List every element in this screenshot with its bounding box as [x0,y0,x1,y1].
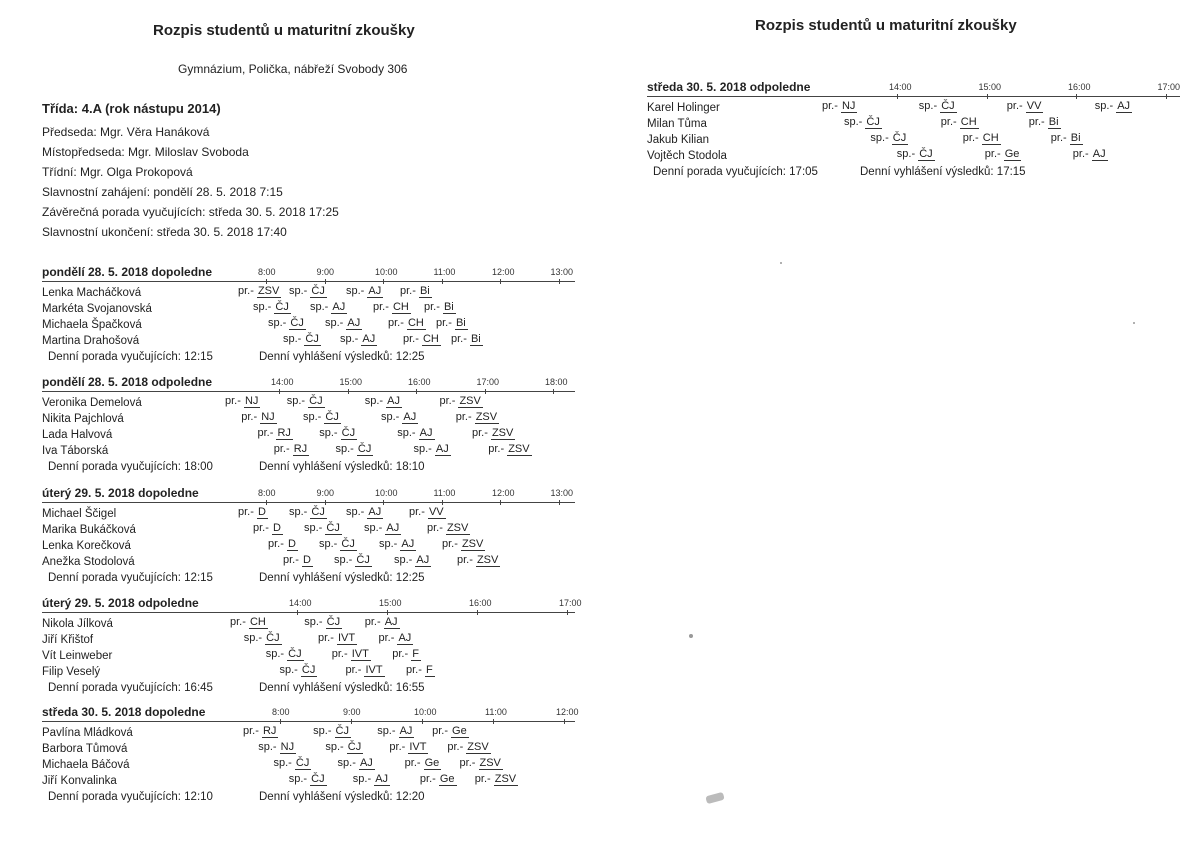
exam-slot: sp.- ČJ [253,301,289,313]
daily-staff-meeting: Denní porada vyučujících: 16:45 [48,682,213,694]
exam-slot: sp.- AJ [364,395,400,407]
student-name: Martina Drahošová [42,335,140,347]
exam-slot: sp.- AJ [310,301,346,313]
time-tick-label: 11:00 [433,267,456,277]
exam-slot: pr.- AJ [1072,148,1106,160]
session-header: středa 30. 5. 2018 odpoledne [647,80,811,94]
exam-slot: sp.- ČJ [289,285,325,297]
exam-slot: sp.- AJ [340,333,376,345]
session-header: středa 30. 5. 2018 dopoledne [42,705,206,719]
time-tick [897,94,898,99]
exam-slot: sp.- AJ [397,427,433,439]
session-header: pondělí 28. 5. 2018 odpoledne [42,375,213,389]
school-address: Gymnázium, Polička, nábřeží Svobody 306 [178,62,408,76]
student-name: Marika Bukáčková [42,524,136,536]
daily-staff-meeting: Denní porada vyučujících: 12:15 [48,351,213,363]
exam-slot: pr.- Ge [419,773,455,785]
student-name: Lenka Macháčková [42,287,142,299]
exam-slot: pr.- ZSV [238,285,280,297]
student-name: Pavlína Mládková [42,727,133,739]
session-header: úterý 29. 5. 2018 dopoledne [42,486,199,500]
exam-slot: pr.- RJ [243,725,277,737]
left-page-title: Rozpis studentů u maturitní zkoušky [153,22,415,39]
time-tick [564,719,565,724]
exam-slot: sp.- ČJ [288,773,325,785]
exam-slot: pr.- AJ [378,632,412,644]
time-tick-label: 13:00 [550,267,574,277]
exam-slot: pr.- D [238,506,266,518]
student-name: Vít Leinweber [42,650,113,662]
exam-slot: pr.- Bi [400,285,430,297]
exam-slot: pr.- NJ [225,395,259,407]
student-name: Jiří Konvalinka [42,775,117,787]
time-tick-label: 15:00 [978,82,1002,92]
student-name: Jiří Křištof [42,634,94,646]
student-name: Anežka Stodolová [42,556,135,568]
time-tick-label: 14:00 [271,377,294,387]
time-tick [500,279,501,284]
class-info-line: Závěrečná porada vyučujících: středa 30. 5. 2018 17:25 [42,205,339,219]
time-tick [422,719,423,724]
exam-slot: sp.- ČJ [279,664,316,676]
time-tick-label: 18:00 [545,377,568,387]
daily-results-announcement: Denní vyhlášení výsledků: 18:10 [259,461,425,473]
student-name: Lada Halvová [42,429,113,441]
class-info-line: Třídní: Mgr. Olga Prokopová [42,165,193,179]
time-tick [559,500,560,505]
class-info-line: Předseda: Mgr. Věra Hanáková [42,125,210,139]
exam-slot: sp.- ČJ [313,725,349,737]
daily-staff-meeting: Denní porada vyučujících: 12:15 [48,572,213,584]
time-tick [348,389,349,394]
session-timeline [42,502,575,503]
session-timeline [42,281,575,282]
session-timeline [42,612,575,613]
time-tick [383,500,384,505]
exam-slot: pr.- Bi [424,301,454,313]
exam-slot: pr.- Ge [984,148,1020,160]
daily-results-announcement: Denní vyhlášení výsledků: 17:15 [860,166,1026,178]
time-tick-label: 9:00 [316,267,335,277]
class-info-line: Slavnostní ukončení: středa 30. 5. 2018 17:40 [42,225,287,239]
time-tick [485,389,486,394]
exam-slot: sp.- ČJ [304,522,340,534]
student-name: Iva Táborská [42,445,109,457]
time-tick [493,719,494,724]
time-tick-label: 9:00 [316,488,335,498]
exam-slot: pr.- CH [230,616,266,628]
daily-staff-meeting: Denní porada vyučujících: 18:00 [48,461,213,473]
student-name: Filip Veselý [42,666,101,678]
exam-slot: sp.- ČJ [304,616,341,628]
time-tick [297,610,298,615]
exam-slot: pr.- AJ [364,616,398,628]
student-name: Veronika Demelová [42,397,142,409]
exam-slot: pr.- ZSV [472,427,514,439]
time-tick-label: 9:00 [343,707,361,717]
time-tick-label: 17:00 [476,377,500,387]
exam-slot: pr.- Ge [432,725,467,737]
time-tick [387,610,388,615]
right-page-title: Rozpis studentů u maturitní zkoušky [755,17,1017,34]
time-tick-label: 13:00 [550,488,574,498]
time-tick-label: 15:00 [339,377,363,387]
daily-results-announcement: Denní vyhlášení výsledků: 16:55 [259,682,425,694]
student-name: Barbora Tůmová [42,743,128,755]
time-tick-label: 10:00 [375,488,398,498]
time-tick [325,500,326,505]
exam-slot: pr.- Bi [436,317,466,329]
exam-slot: sp.- ČJ [283,333,319,345]
exam-slot: sp.- ČJ [896,148,933,160]
time-tick [416,389,417,394]
time-tick-label: 16:00 [1068,82,1091,92]
time-tick-label: 14:00 [889,82,912,92]
exam-slot: pr.- ZSV [447,741,489,753]
exam-slot: pr.- Bi [451,333,481,345]
exam-slot: sp.- AJ [413,443,449,455]
scan-speck [1133,322,1135,324]
exam-slot: pr.- CH [940,116,977,128]
time-tick [987,94,988,99]
time-tick [279,389,280,394]
student-name: Vojtěch Stodola [647,150,727,162]
exam-slot: pr.- CH [962,132,999,144]
exam-slot: pr.- NJ [241,411,275,423]
time-tick-label: 12:00 [556,707,579,717]
exam-slot: sp.- ČJ [268,317,304,329]
time-tick-label: 17:00 [1157,82,1181,92]
exam-slot: sp.- AJ [346,285,382,297]
time-tick-label: 14:00 [289,598,312,608]
exam-slot: pr.- Ge [404,757,440,769]
time-tick-label: 10:00 [414,707,437,717]
time-tick-label: 8:00 [258,267,276,277]
time-tick-label: 15:00 [379,598,402,608]
time-tick [559,279,560,284]
exam-slot: pr.- ZSV [474,773,517,785]
exam-slot: pr.- ZSV [442,538,484,550]
exam-slot: sp.- ČJ [870,132,907,144]
exam-slot: pr.- CH [373,301,409,313]
time-tick-label: 16:00 [469,598,492,608]
exam-slot: pr.- ZSV [457,554,499,566]
time-tick-label: 11:00 [433,488,456,498]
exam-slot: sp.- ČJ [265,648,302,660]
student-name: Michael Ščigel [42,508,117,520]
student-name: Nikita Pajchlová [42,413,124,425]
session-header: úterý 29. 5. 2018 odpoledne [42,596,199,610]
exam-slot: sp.- ČJ [325,741,362,753]
time-tick [351,719,352,724]
student-name: Lenka Korečková [42,540,131,552]
session-timeline [42,391,575,392]
scan-speck [780,262,782,264]
time-tick [383,279,384,284]
exam-slot: pr.- ZSV [439,395,481,407]
exam-slot: pr.- ZSV [459,757,501,769]
exam-slot: pr.- D [283,554,311,566]
exam-slot: pr.- Bi [1050,132,1081,144]
exam-slot: pr.- F [392,648,419,660]
time-tick [280,719,281,724]
exam-slot: pr.- F [406,664,433,676]
time-tick [266,279,267,284]
session-timeline [647,96,1180,97]
time-tick [553,389,554,394]
exam-slot: pr.- ZSV [488,443,530,455]
exam-slot: sp.- ČJ [918,100,955,112]
exam-slot: pr.- IVT [345,664,383,676]
exam-slot: pr.- ZSV [455,411,498,423]
exam-slot: pr.- NJ [822,100,856,112]
exam-slot: sp.- ČJ [303,411,339,423]
time-tick [1166,94,1167,99]
exam-slot: pr.- VV [1006,100,1042,112]
student-name: Michaela Báčová [42,759,130,771]
exam-slot: pr.- VV [409,506,444,518]
student-name: Markéta Svojanovská [42,303,152,315]
exam-slot: sp.- AJ [364,522,400,534]
time-tick-label: 12:00 [492,267,515,277]
time-tick [325,279,326,284]
time-tick-label: 8:00 [272,707,290,717]
exam-slot: sp.- ČJ [273,757,310,769]
time-tick [266,500,267,505]
exam-slot: pr.- IVT [331,648,369,660]
time-tick [1076,94,1077,99]
time-tick [500,500,501,505]
exam-slot: pr.- RJ [257,427,291,439]
time-tick [442,500,443,505]
exam-slot: sp.- AJ [352,773,389,785]
exam-slot: sp.- ČJ [844,116,880,128]
student-name: Milan Tůma [647,118,707,130]
exam-slot: sp.- AJ [377,725,413,737]
daily-results-announcement: Denní vyhlášení výsledků: 12:25 [259,572,425,584]
exam-slot: pr.- RJ [273,443,308,455]
scan-speck [689,634,693,638]
student-name: Nikola Jílková [42,618,113,630]
exam-slot: pr.- IVT [318,632,356,644]
exam-slot: sp.- ČJ [319,538,355,550]
class-label: Třída: 4.A (rok nástupu 2014) [42,101,221,116]
exam-slot: sp.- ČJ [286,395,323,407]
student-name: Karel Holinger [647,102,720,114]
time-tick-label: 17:00 [559,598,582,608]
exam-slot: pr.- D [253,522,281,534]
exam-slot: sp.- ČJ [334,554,370,566]
time-tick [567,610,568,615]
exam-slot: sp.- AJ [337,757,373,769]
student-name: Michaela Špačková [42,319,142,331]
time-tick [442,279,443,284]
exam-slot: sp.- ČJ [243,632,280,644]
time-tick [477,610,478,615]
time-tick-label: 11:00 [485,707,507,717]
time-tick-label: 10:00 [375,267,398,277]
exam-slot: sp.- NJ [258,741,295,753]
class-info-line: Slavnostní zahájení: pondělí 28. 5. 2018 7:15 [42,185,283,199]
exam-slot: sp.- AJ [325,317,361,329]
exam-slot: pr.- IVT [389,741,427,753]
exam-slot: sp.- AJ [379,538,415,550]
daily-staff-meeting: Denní porada vyučujících: 12:10 [48,791,213,803]
exam-slot: sp.- ČJ [319,427,356,439]
daily-staff-meeting: Denní porada vyučujících: 17:05 [653,166,818,178]
exam-slot: pr.- D [268,538,296,550]
exam-slot: sp.- AJ [1094,100,1131,112]
daily-results-announcement: Denní vyhlášení výsledků: 12:20 [259,791,425,803]
exam-slot: pr.- ZSV [427,522,469,534]
student-name: Jakub Kilian [647,134,710,146]
exam-slot: sp.- ČJ [289,506,325,518]
time-tick-label: 12:00 [492,488,515,498]
session-header: pondělí 28. 5. 2018 dopoledne [42,265,213,279]
session-timeline [42,721,575,722]
time-tick-label: 8:00 [258,488,276,498]
scan-speck [705,792,724,804]
exam-slot: sp.- ČJ [335,443,372,455]
daily-results-announcement: Denní vyhlášení výsledků: 12:25 [259,351,425,363]
class-info-line: Místopředseda: Mgr. Miloslav Svoboda [42,145,249,159]
time-tick-label: 16:00 [408,377,431,387]
exam-slot: pr.- CH [388,317,424,329]
exam-slot: sp.- AJ [394,554,430,566]
exam-slot: pr.- CH [403,333,439,345]
exam-slot: pr.- Bi [1028,116,1059,128]
exam-slot: sp.- AJ [346,506,382,518]
exam-slot: sp.- AJ [381,411,417,423]
